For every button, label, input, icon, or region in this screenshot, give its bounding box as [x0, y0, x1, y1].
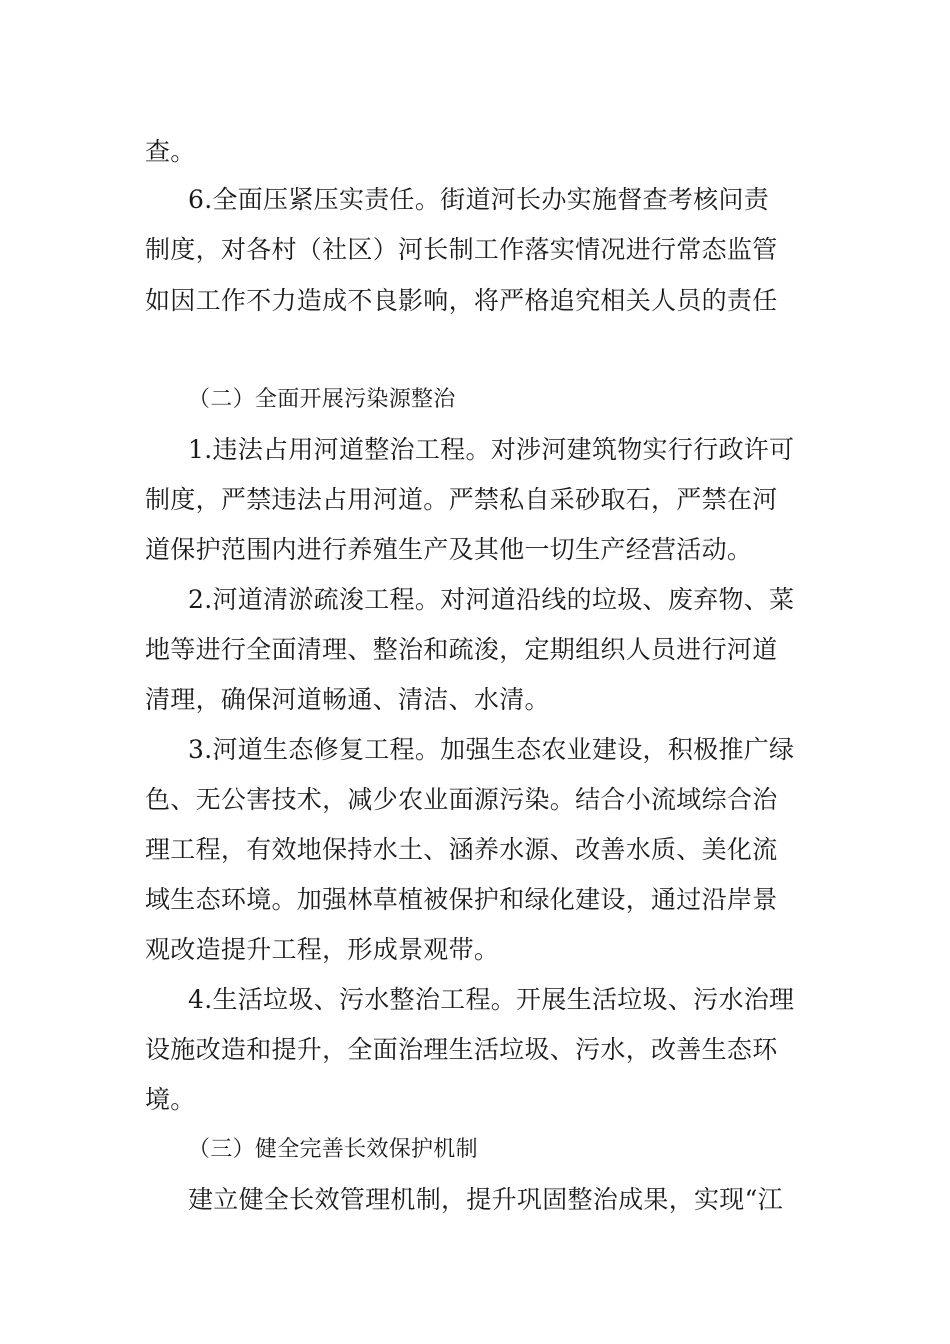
paragraph-line: 境。	[145, 1085, 196, 1114]
paragraph-line: 3.河道生态修复工程。加强生态农业建设，积极推广绿	[188, 735, 795, 764]
section-heading: （二）全面开展污染源整治	[188, 387, 456, 412]
paragraph-line: 清理，确保河道畅通、清洁、水清。	[145, 685, 550, 714]
paragraph-line: 如因工作不力造成不良影响，将严格追究相关人员的责任	[145, 286, 778, 315]
paragraph-line: 地等进行全面清理、整治和疏浚，定期组织人员进行河道	[145, 635, 778, 664]
paragraph-line: 制度，严禁违法占用河道。严禁私自采砂取石，严禁在河	[145, 485, 778, 514]
paragraph-line: 设施改造和提升，全面治理生活垃圾、污水，改善生态环	[145, 1035, 778, 1064]
paragraph-line: 制度，对各村（社区）河长制工作落实情况进行常态监管	[145, 235, 778, 264]
paragraph-line: 1.违法占用河道整治工程。对涉河建筑物实行行政许可	[188, 435, 795, 464]
paragraph-line: 查。	[145, 137, 196, 166]
paragraph-line: 6.全面压紧压实责任。街道河长办实施督查考核问责	[188, 185, 770, 214]
paragraph-line: 色、无公害技术，减少农业面源污染。结合小流域综合治	[145, 785, 778, 814]
paragraph-line: 理工程，有效地保持水土、涵养水源、改善水质、美化流	[145, 835, 778, 864]
section-heading: （三）健全完善长效保护机制	[188, 1137, 478, 1162]
paragraph-line: 观改造提升工程，形成景观带。	[145, 935, 500, 964]
paragraph-line: 4.生活垃圾、污水整治工程。开展生活垃圾、污水治理	[188, 985, 795, 1014]
paragraph-line: 道保护范围内进行养殖生产及其他一切生产经营活动。	[145, 535, 753, 564]
paragraph-line: 建立健全长效管理机制，提升巩固整治成果，实现“江	[188, 1185, 783, 1214]
paragraph-line: 2.河道清淤疏浚工程。对河道沿线的垃圾、废弃物、菜	[188, 585, 795, 614]
paragraph-line: 域生态环境。加强林草植被保护和绿化建设，通过沿岸景	[145, 885, 778, 914]
